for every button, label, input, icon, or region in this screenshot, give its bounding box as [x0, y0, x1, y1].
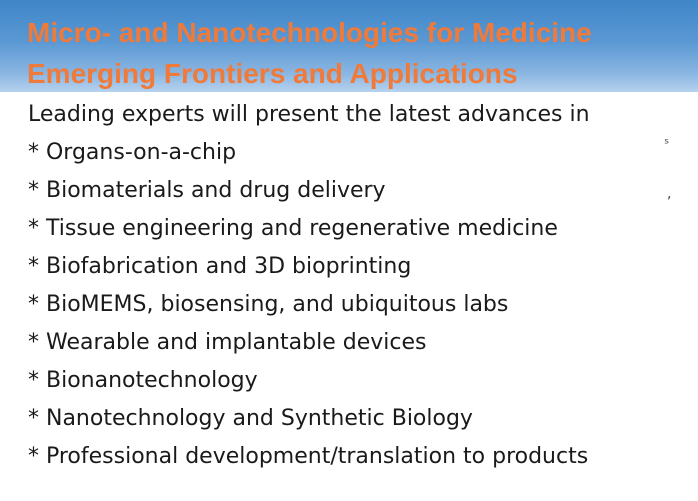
title-banner — [0, 0, 698, 92]
topic-item: * BioMEMS, biosensing, and ubiquitous labs — [28, 292, 509, 317]
topic-item: * Wearable and implantable devices — [28, 330, 427, 355]
intro-text: Leading experts will present the latest advances in — [28, 102, 590, 127]
text-fragment-mark: ˢ — [664, 136, 670, 152]
topic-item: * Nanotechnology and Synthetic Biology — [28, 406, 473, 431]
topic-item: * Tissue engineering and regenerative medicine — [28, 216, 558, 241]
topic-item: * Bionanotechnology — [28, 368, 258, 393]
topic-item: * Professional development/translation to products — [28, 444, 589, 469]
title-line-2: Emerging Frontiers and Applications — [27, 58, 518, 89]
topic-item: * Organs-on-a-chip — [28, 140, 237, 165]
topic-item: * Biomaterials and drug delivery — [28, 178, 386, 203]
topic-item: * Biofabrication and 3D bioprinting — [28, 254, 412, 279]
slide-body — [28, 96, 668, 476]
title-line-1: Micro- and Nanotechnologies for Medicine — [27, 17, 592, 48]
topic-list — [28, 134, 668, 476]
text-fragment-mark: , — [667, 186, 672, 202]
